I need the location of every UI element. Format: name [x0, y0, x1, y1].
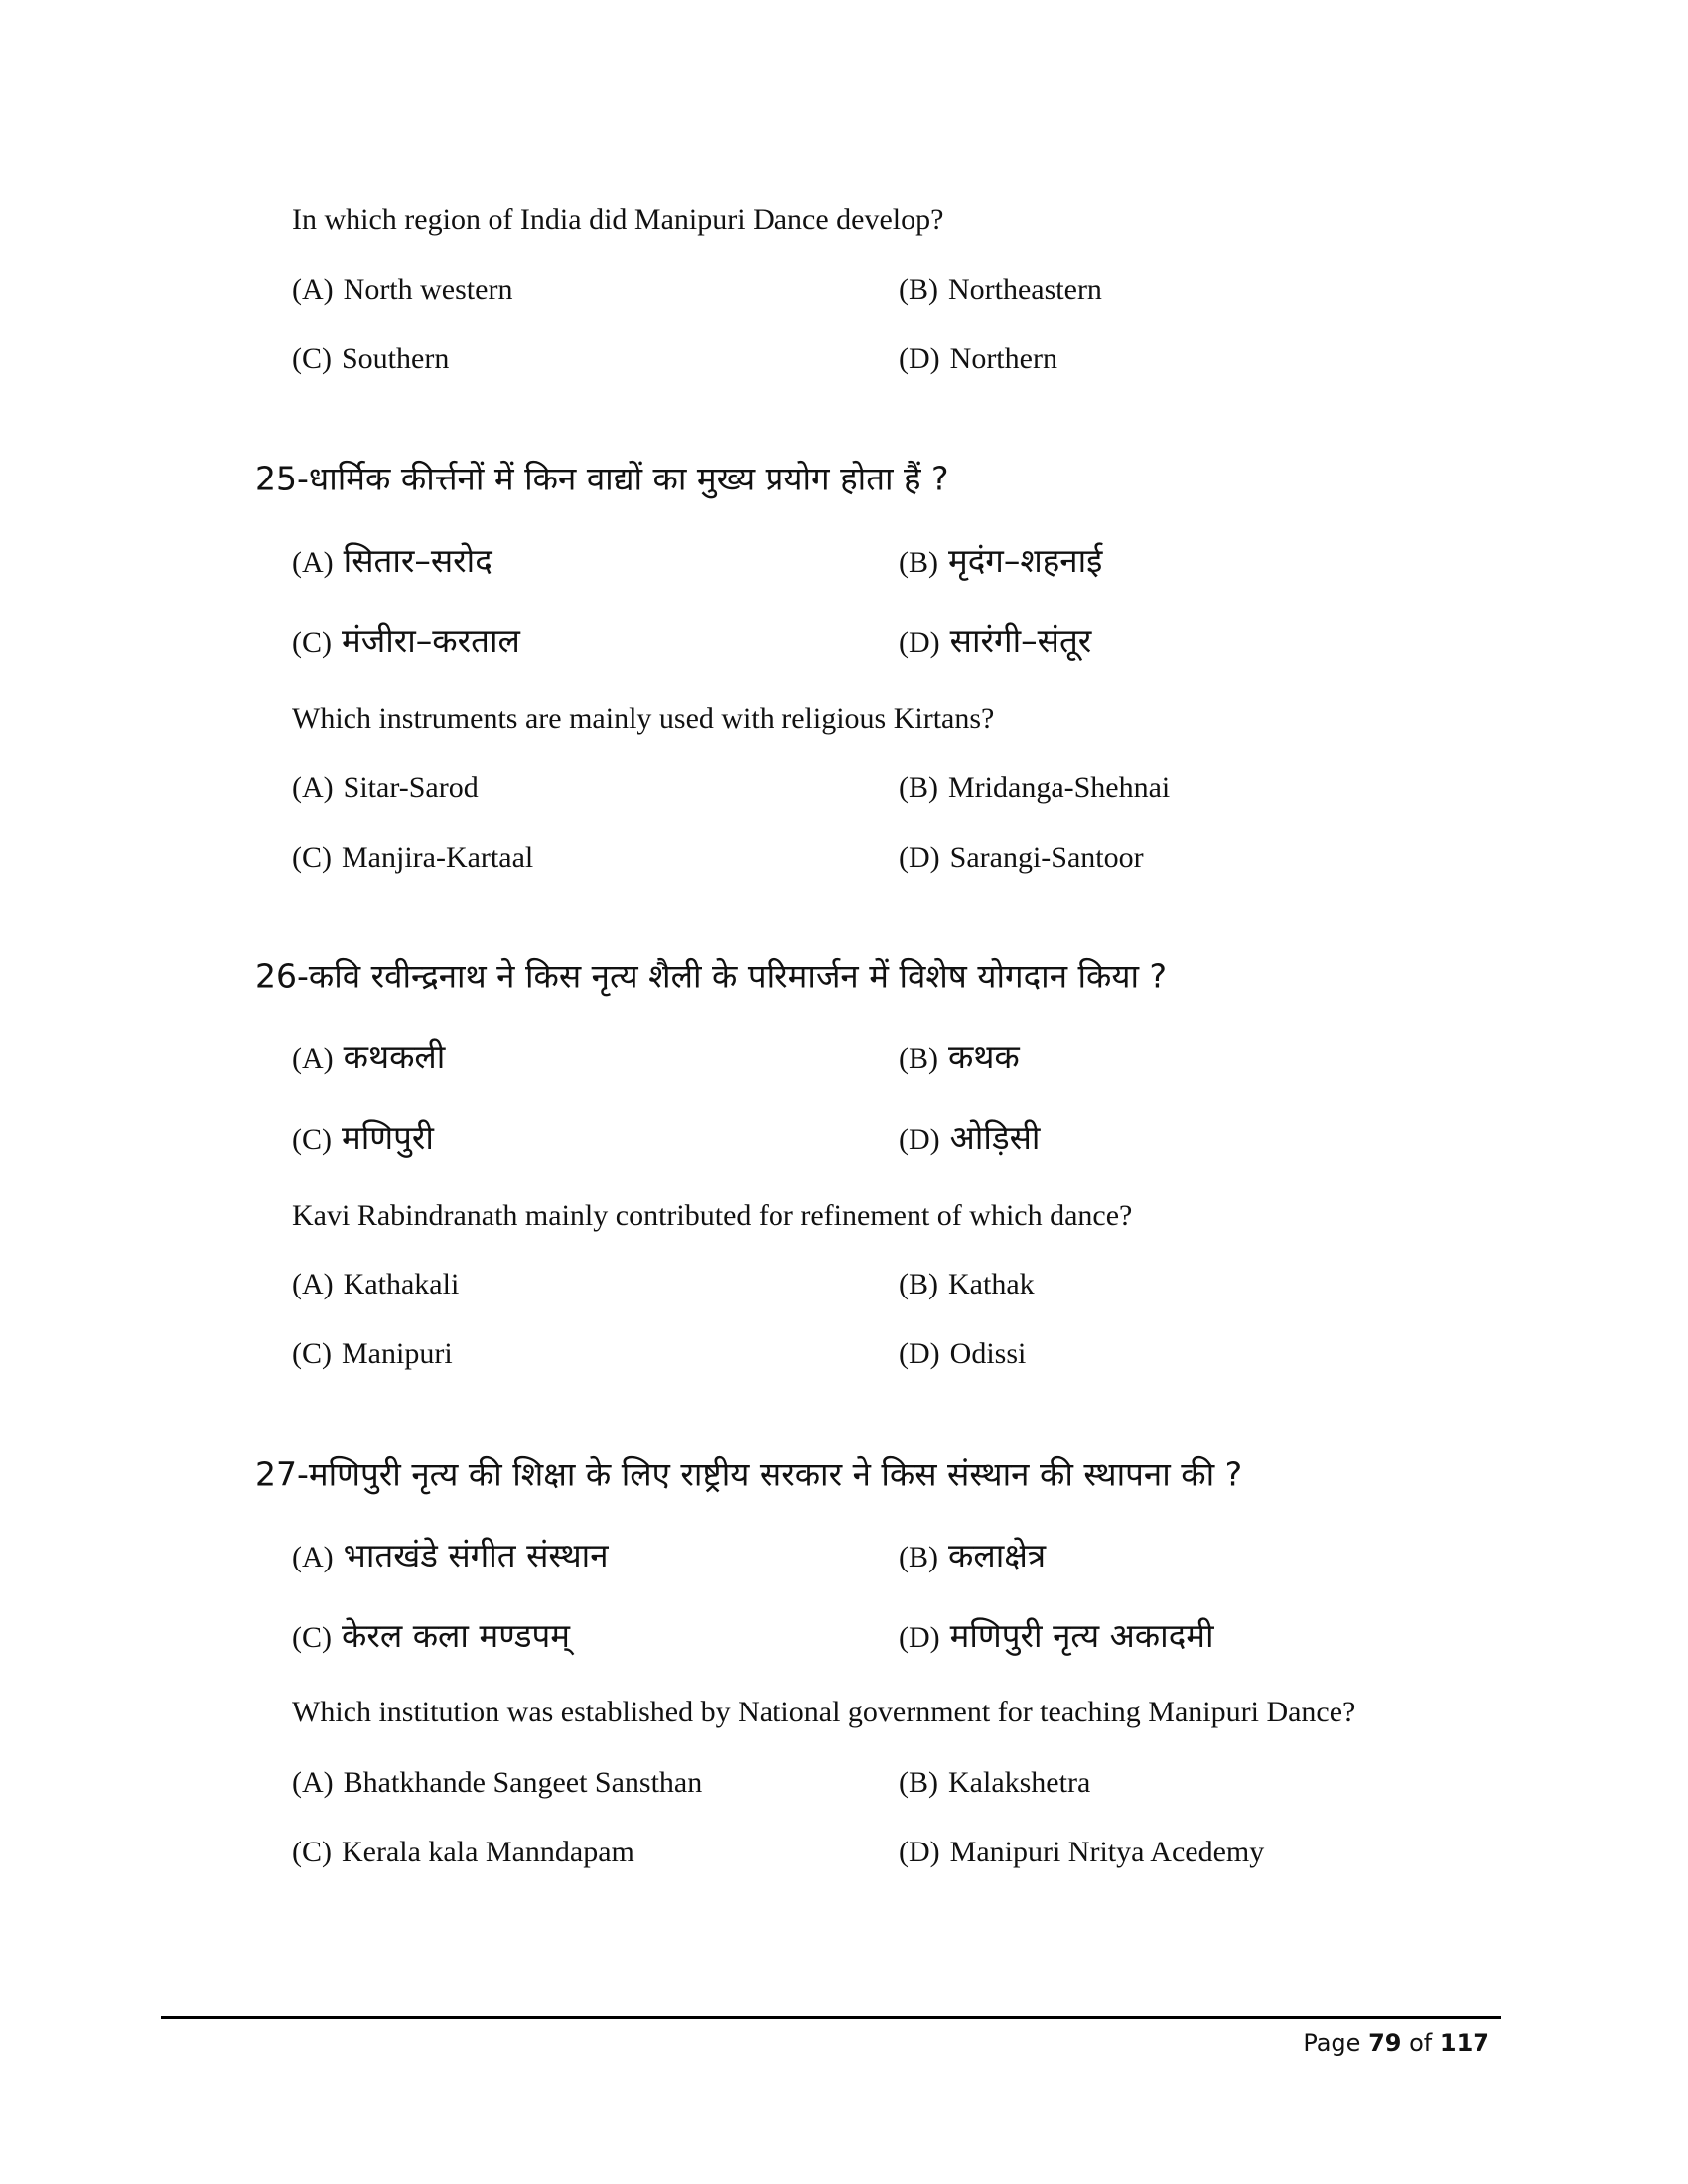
option-text: Kerala kala Manndapam	[342, 1836, 634, 1868]
option-label: (B)	[899, 1042, 938, 1075]
question-text: Which instruments are mainly used with religious Kirtans?	[292, 702, 995, 735]
option-b	[899, 773, 1170, 803]
option-label: (A)	[292, 771, 334, 804]
option-c	[292, 621, 520, 660]
option-text: सारंगी–संतूर	[949, 621, 1092, 660]
option-label: (C)	[292, 1621, 332, 1654]
question-text-hindi: 27-मणिपुरी नृत्य की शिक्षा के लिए राष्ट्रीय सरकार ने किस संस्थान की स्थापना की ?	[255, 1454, 1243, 1494]
question-text: In which region of India did Manipuri Dance develop?	[292, 204, 944, 236]
option-label: (B)	[899, 273, 938, 306]
option-a	[292, 1270, 459, 1299]
option-d	[899, 843, 1144, 873]
option-label: (B)	[899, 546, 938, 579]
option-d	[899, 621, 1092, 660]
option-text: Northern	[949, 342, 1057, 375]
option-text: कलाक्षेत्र	[948, 1536, 1047, 1574]
question-text: Which institution was established by National government for teaching Manipuri Dance?	[292, 1696, 1356, 1728]
option-text: कथक	[948, 1037, 1020, 1076]
option-label: (D)	[899, 1621, 940, 1654]
option-text: Kalakshetra	[948, 1766, 1091, 1799]
page-prefix: Page	[1303, 2029, 1361, 2057]
option-text: Mridanga-Shehnai	[948, 771, 1171, 804]
option-b	[899, 1270, 1035, 1299]
option-label: (C)	[292, 626, 332, 659]
option-d	[899, 1339, 1026, 1369]
option-text: Sarangi-Santoor	[949, 841, 1144, 874]
option-a	[292, 1037, 446, 1076]
option-text: Manjira-Kartaal	[342, 841, 534, 874]
option-a	[292, 275, 512, 305]
option-b	[899, 1037, 1020, 1076]
option-text: कथकली	[343, 1037, 446, 1076]
option-text: भातखंडे संगीत संस्थान	[343, 1536, 609, 1574]
option-b	[899, 1768, 1090, 1798]
option-label: (A)	[292, 1541, 334, 1573]
option-label: (A)	[292, 1766, 334, 1799]
option-label: (A)	[292, 1042, 334, 1075]
option-text: Manipuri Nritya Acedemy	[949, 1836, 1265, 1868]
option-label: (A)	[292, 546, 334, 579]
option-label: (C)	[292, 1123, 332, 1156]
page-sep: of	[1409, 2029, 1433, 2057]
option-a	[292, 1536, 609, 1574]
option-a	[292, 1768, 702, 1798]
option-label: (D)	[899, 342, 940, 375]
option-a	[292, 773, 479, 803]
option-label: (D)	[899, 1337, 940, 1370]
option-text: मणिपुरी	[342, 1118, 434, 1157]
question-text: Kavi Rabindranath mainly contributed for refinement of which dance?	[292, 1199, 1133, 1232]
option-text: Odissi	[949, 1337, 1027, 1370]
option-label: (B)	[899, 1268, 938, 1300]
option-c	[292, 1339, 453, 1369]
option-d	[899, 344, 1057, 374]
option-b	[899, 1536, 1047, 1574]
option-text: Northeastern	[948, 273, 1102, 306]
page-number	[1303, 2029, 1489, 2057]
option-text: North western	[343, 273, 513, 306]
option-label: (D)	[899, 626, 940, 659]
option-b	[899, 275, 1102, 305]
option-label: (B)	[899, 771, 938, 804]
option-c	[292, 843, 533, 873]
option-label: (C)	[292, 1337, 332, 1370]
option-text: मणिपुरी नृत्य अकादमी	[949, 1616, 1214, 1655]
option-label: (D)	[899, 841, 940, 874]
option-label: (C)	[292, 1836, 332, 1868]
option-label: (A)	[292, 1268, 334, 1300]
option-label: (B)	[899, 1541, 938, 1573]
option-label: (B)	[899, 1766, 938, 1799]
option-text: मंजीरा–करताल	[342, 621, 520, 660]
option-d	[899, 1118, 1041, 1157]
option-text: Manipuri	[342, 1337, 453, 1370]
option-d	[899, 1838, 1264, 1867]
option-c	[292, 1118, 434, 1157]
option-text: Southern	[342, 342, 450, 375]
question-text-hindi: 26-कवि रवीन्द्रनाथ ने किस नृत्य शैली के परिमार्जन में विशेष योगदान किया ?	[255, 956, 1168, 996]
option-label: (D)	[899, 1123, 940, 1156]
option-b	[899, 541, 1103, 580]
total-pages: 117	[1439, 2029, 1489, 2057]
option-c	[292, 344, 449, 374]
option-text: सितार–सरोद	[343, 541, 492, 580]
option-text: Bhatkhande Sangeet Sansthan	[343, 1766, 703, 1799]
option-c	[292, 1616, 571, 1655]
question-text-hindi: 25-धार्मिक कीर्त्तनों में किन वाद्यों का मुख्य प्रयोग होता हैं ?	[255, 459, 949, 498]
footer-divider	[161, 2016, 1501, 2019]
option-a	[292, 541, 492, 580]
option-label: (C)	[292, 841, 332, 874]
option-text: मृदंग–शहनाई	[948, 541, 1103, 580]
option-label: (A)	[292, 273, 334, 306]
option-text: केरल कला मण्डपम्	[342, 1616, 571, 1655]
option-label: (D)	[899, 1836, 940, 1868]
option-text: ओड़िसी	[949, 1118, 1041, 1157]
option-text: Kathak	[948, 1268, 1035, 1300]
option-d	[899, 1616, 1214, 1655]
option-text: Kathakali	[343, 1268, 460, 1300]
option-label: (C)	[292, 342, 332, 375]
current-page: 79	[1368, 2029, 1402, 2057]
option-text: Sitar-Sarod	[343, 771, 479, 804]
option-c	[292, 1838, 634, 1867]
